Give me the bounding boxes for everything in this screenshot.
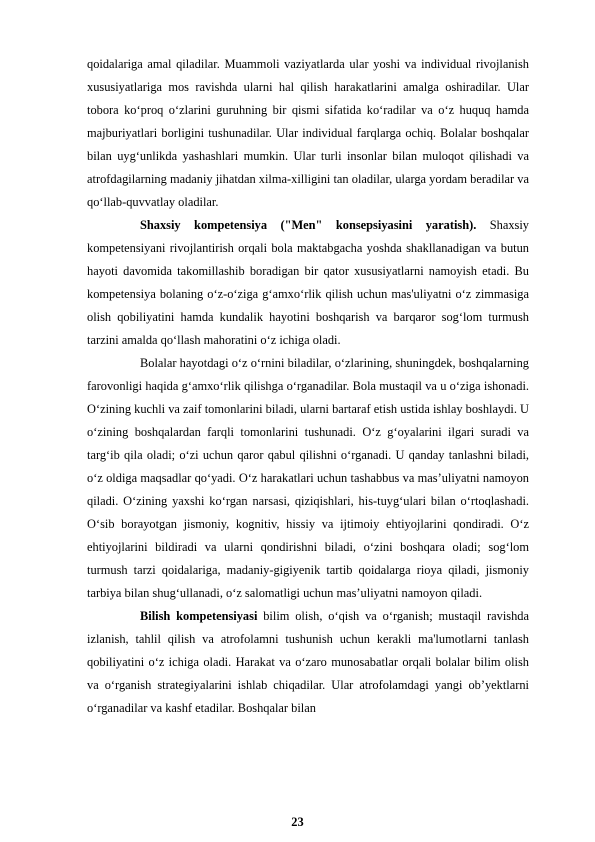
paragraph-1 xyxy=(87,53,529,214)
paragraph-4-heading: Bilish kompetensiyasi xyxy=(140,609,258,623)
paragraph-3 xyxy=(87,352,529,605)
page-number: 23 xyxy=(291,815,304,829)
document-body xyxy=(87,53,529,720)
paragraph-4-text: bilim olish, o‘qish va o‘rganish; mustaqil ravishda izlanish, tahlil qilish va atrofolamni tushunish uchun kerakli ma'lumotlarni tanlash qobiliyatini o‘z ichiga oladi. Harakat va o‘zaro munosabatlar orqali bolalar bilim olish va o‘rganish strategiyalarini ishlab chiqadilar. Ular atrofolamdagi yangi ob’yektlarni o‘rganadilar va kashf etadilar. Boshqalar bilan xyxy=(87,609,529,715)
paragraph-2-text: Shaxsiy kompetensiyani rivojlantirish orqali bola maktabgacha yoshda shakllanadigan va butun hayoti davomida takomillashib boradigan bir qator xususiyatlarni namoyish etadi. Bu kompetensiya bolaning o‘z-o‘ziga g‘amxo‘rlik qilish uchun mas'uliyatni o‘z zimmasiga olish qobiliyatini hamda kundalik hayotini boshqarish va barqaror sog‘lom turmush tarzini amalda qo‘llash mahoratini o‘z ichiga oladi. xyxy=(87,218,529,347)
paragraph-1-text: qoidalariga amal qiladilar. Muammoli vaziyatlarda ular yoshi va individual rivojlanish xususiyatlariga mos ravishda ularni hal qilish harakatlarini amalga oshiradilar. Ular tobora ko‘proq o‘zlarini guruhning bir qismi sifatida ko‘radilar va o‘z huquq hamda majburiyatlari borligini tushunadilar. Ular individual farqlarga ochiq. Bolalar boshqalar bilan uyg‘unlikda yashashlari mumkin. Ular turli insonlar bilan muloqot qilishadi va atrofdagilarning madaniy jihatdan xilma-xilligini tan oladilar, ularga yordam beradilar va qo‘llab-quvvatlay oladilar. xyxy=(87,57,529,209)
paragraph-4 xyxy=(87,605,529,720)
paragraph-3-text: Bolalar hayotdagi o‘z o‘rnini biladilar, o‘zlarining, shuningdek, boshqalarning farovonligi haqida g‘amxo‘rlik qilishga o‘rganadilar. Bola mustaqil va u o‘ziga ishonadi. O‘zining kuchli va zaif tomonlarini biladi, ularni bartaraf etish ustida ishlay boshlaydi. U o‘zining boshqalardan farqli tomonlarini tushunadi. O‘z g‘oyalarini ilgari suradi va targ‘ib qila oladi; o‘zi uchun qaror qabul qilishni o‘rganadi. U qanday tanlashni biladi, o‘z oldiga maqsadlar qo‘yadi. O‘z harakatlari uchun tashabbus va mas’uliyatni namoyon qiladi. O‘zining yaxshi ko‘rgan narsasi, qiziqishlari, his-tuyg‘ulari bilan o‘rtoqlashadi. O‘sib borayotgan jismoniy, kognitiv, hissiy va ijtimoiy ehtiyojlarini qondiradi. O‘z ehtiyojlarini bildiradi va ularni qondirishni biladi, o‘zini boshqara oladi; sog‘lom turmush tarzi qoidalariga, madaniy-gigiyenik tartib qoidalarga rioya qiladi, jismoniy tarbiya bilan shug‘ullanadi, o‘z salomatligi uchun mas’uliyatni namoyon qiladi. xyxy=(87,356,529,600)
paragraph-2 xyxy=(87,214,529,352)
paragraph-2-heading: Shaxsiy kompetensiya ("Men" konsepsiyasini yaratish). xyxy=(140,218,477,232)
